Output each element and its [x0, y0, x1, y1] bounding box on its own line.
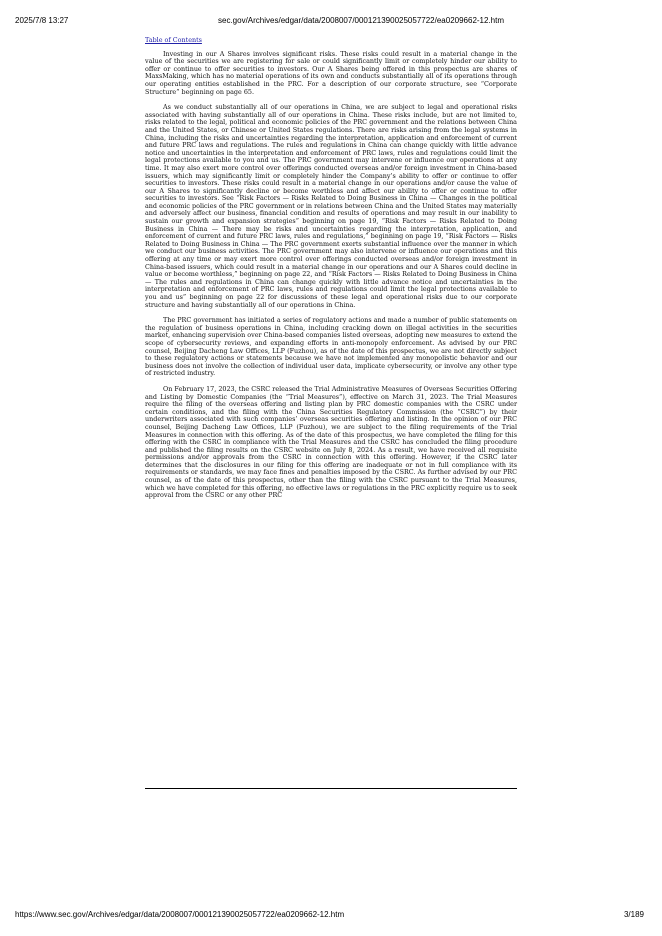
print-datetime: 2025/7/8 13:27: [15, 16, 69, 25]
paragraph-regulatory-actions: The PRC government has initiated a series of regulatory actions and made a number of public statements on the regulation of business operations in China, including cracking down on illegal activities in the securities market, enhancing supervision over China-based companies listed overseas, adopting new measures to extend the scope of cybersecurity reviews, and expanding efforts in anti-monopoly enforcement. As advised by our PRC counsel, Beijing Dacheng Law Offices, LLP (Fuzhou), as of the date of this prospectus, we are not directly subject to these regulatory actions or statements because we have not implemented any monopolistic behavior and our business does not involve the collection of individual user data, implicate cybersecurity, or involve any other type of restricted industry.: [145, 316, 518, 378]
paragraph-trial-measures: On February 17, 2023, the CSRC released the Trial Administrative Measures of Overseas Securities Offering and Listing by Domestic Companies (the “Trial Measures”), effective on March 31, 2023. The Trial Measures require the filing of the overseas offering and listing plan by PRC domestic companies with the CSRC under certain conditions, and the filing with the China Securities Regulatory Commission (the “CSRC”) by their underwriters associated with such companies’ overseas securities offering and listing. In the opinion of our PRC counsel, Beijing Dacheng Law Offices, LLP (Fuzhou), we are subject to the filing requirements of the Trial Measures in connection with this offering. As of the date of this prospectus, we have completed the filing for this offering with the CSRC in compliance with the Trial Measures and the CSRC has concluded the filing procedure and published the filing results on the CSRC website on July 8, 2024. As a result, we have received all requisite permissions and/or approvals from the CSRC in connection with this offering. However, if the CSRC later determines that the disclosures in our filing for this offering are inadequate or not in full compliance with its requirements or standards, we may face fines and penalties imposed by the CSRC. As further advised by our PRC counsel, as of the date of this prospectus, other than the filing with the CSRC pursuant to the Trial Measures, which we have completed for this offering, no effective laws or regulations in the PRC explicitly require us to seek approval from the CSRC or any other PRC: [145, 384, 517, 500]
document-body: [145, 37, 517, 508]
print-footer-url: https://www.sec.gov/Archives/edgar/data/2008007/000121390025057722/ea0209662-12.htm: [15, 910, 345, 919]
page-divider: [145, 788, 517, 789]
print-page-url: sec.gov/Archives/edgar/data/2008007/000121390025057722/ea0209662-12.htm: [218, 16, 505, 25]
paragraph-risk-summary: Investing in our A Shares involves significant risks. These risks could result in a material change in the value of the securities we are registering for sale or could significantly limit or completely hinder our ability to offer or continue to offer securities to investors. Our A Shares being offered in this prospectus are shares of MaxsMaking, which has no material operations of its own and conducts substantially all of its operations through our operating entities established in the PRC. For a description of our corporate structure, see “Corporate Structure” beginning on page 65.: [145, 49, 517, 96]
print-page-counter: 3/189: [623, 910, 644, 919]
table-of-contents-link[interactable]: Table of Contents: [145, 36, 202, 44]
paragraph-china-operations-risks: As we conduct substantially all of our operations in China, we are subject to legal and operational risks associated with having substantially all of our operations in China. These risks include, but are not limited to, risks related to the legal, political and economic policies of the PRC government and the relations between China and the United States, or Chinese or United States regulations. There are risks arising from the legal systems in China, including the risks and uncertainties regarding the interpretation, application and enforcement of current and future PRC laws and regulations. The rules and regulations in China can change quickly with little advance notice and uncertainties in the interpretation and enforcement of PRC laws, rules and regulations could limit the legal protections available to you and us. The PRC government may intervene or influence our operations at any time. It may also exert more control over offerings conducted overseas and/or foreign investment in China-based issuers, which may significantly limit or completely hinder the Company’s ability to offer or continue to offer securities to investors. These risks could result in a material change in our operations and/or cause the value of our A Shares to significantly decline or become worthless and affect our ability to offer or continue to offer securities to investors. See “Risk Factors — Risks Related to Doing Business in China — Changes in the political and economic policies of the PRC government or in relations between China and the United States may materially and adversely affect our business, financial condition and results of operations and may result in our inability to sustain our growth and expansion strategies” beginning on page 19, “Risk Factors — Risks Related to Doing Business in China — There may be risks and uncertainties regarding the interpretation, application, and enforcement of current and future PRC laws, rules and regulations,” beginning on page 19, “Risk Factors — Risks Related to Doing Business in China — The PRC government exerts substantial influence over the manner in which we conduct our business activities. The PRC government may also intervene or influence our operations and this offering at any time or may exert more control over offerings conducted overseas and/or foreign investment in China-based issuers, which could result in a material change in our operations and our A Shares could decline in value or become worthless,” beginning on page 22, and “Risk Factors — Risks Related to Doing Business in China — The rules and regulations in China can change quickly with little advance notice and uncertainties in the interpretation and enforcement of PRC laws, rules and regulations could limit the legal protections available to you and us” beginning on page 22 for discussions of these legal and operational risks due to our corporate structure and having substantially all of our operations in China.: [145, 103, 517, 309]
